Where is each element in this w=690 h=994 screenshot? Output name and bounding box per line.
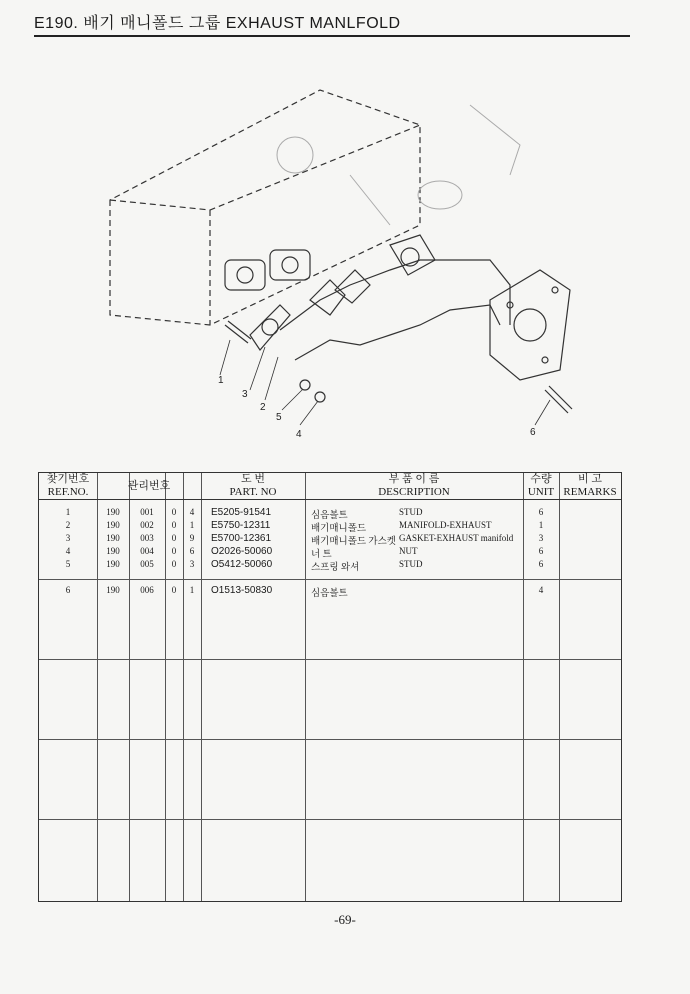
row-part-no: O5412-50060	[211, 559, 273, 570]
row-mgmt-rev: 0	[171, 546, 177, 556]
header-desc-en: DESCRIPTION	[378, 486, 450, 498]
row-mgmt-check: 3	[189, 559, 195, 569]
header-unit	[523, 473, 559, 499]
row-quantity: 3	[538, 533, 544, 543]
header-part	[201, 473, 305, 499]
header-ref-en: REF.NO.	[47, 486, 89, 498]
exhaust-manifold-diagram	[90, 85, 610, 445]
row-mgmt-check: 1	[189, 520, 195, 530]
row-mgmt-seq: 003	[140, 533, 154, 543]
row-mgmt-seq: 002	[140, 520, 154, 530]
row-desc-korean: 배기매니폴드	[311, 524, 367, 534]
header-desc	[305, 473, 523, 499]
row-quantity: 4	[538, 585, 544, 595]
row-ref-no: 1	[65, 507, 71, 517]
callout-1: 1	[218, 375, 224, 386]
row-mgmt-seq: 006	[140, 585, 154, 595]
row-desc-korean: 심음볼트	[311, 589, 348, 599]
row-desc-korean: 스프링 와셔	[311, 563, 360, 573]
row-desc-english: STUD	[399, 507, 423, 517]
header-remarks-ko: 비 고	[577, 473, 602, 485]
header-remarks	[559, 473, 621, 499]
header-remarks-en: REMARKS	[563, 486, 617, 498]
header-part-ko: 도 번	[240, 473, 265, 485]
row-mgmt-group: 190	[106, 559, 120, 569]
row-mgmt-rev: 0	[171, 520, 177, 530]
row-part-no: E5700-12361	[211, 533, 272, 544]
row-mgmt-group: 190	[106, 585, 120, 595]
row-mgmt-rev: 0	[171, 533, 177, 543]
row-ref-no: 4	[65, 546, 71, 556]
page-title: E190. 배기 매니폴드 그룹 EXHAUST MANLFOLD	[34, 15, 401, 32]
page-number: -69-	[334, 912, 356, 927]
row-mgmt-check: 4	[189, 507, 195, 517]
header-unit-en: UNIT	[527, 486, 555, 498]
row-desc-english: GASKET-EXHAUST manifold	[399, 533, 514, 543]
row-desc-korean: 심음볼트	[311, 511, 348, 521]
header-mgmt: 관리번호	[127, 480, 171, 492]
header-desc-ko: 부 품 이 름	[388, 473, 440, 485]
row-mgmt-group: 190	[106, 520, 120, 530]
header-ref	[39, 473, 97, 499]
callout-6: 6	[530, 427, 536, 438]
row-mgmt-rev: 0	[171, 507, 177, 517]
callout-5: 5	[276, 412, 282, 423]
row-mgmt-group: 190	[106, 533, 120, 543]
row-part-no: O2026-50060	[211, 546, 273, 557]
row-quantity: 6	[538, 546, 544, 556]
row-ref-no: 3	[65, 533, 71, 543]
row-desc-korean: 너 트	[311, 550, 332, 560]
row-mgmt-check: 9	[189, 533, 195, 543]
row-mgmt-group: 190	[106, 507, 120, 517]
row-part-no: E5750-12311	[211, 520, 271, 531]
row-mgmt-rev: 0	[171, 585, 177, 595]
row-ref-no: 2	[65, 520, 71, 530]
row-mgmt-seq: 001	[140, 507, 154, 517]
parts-table	[38, 472, 622, 902]
row-quantity: 1	[538, 520, 544, 530]
callout-2: 2	[260, 402, 266, 413]
row-mgmt-check: 6	[189, 546, 195, 556]
title-rule	[34, 35, 630, 37]
row-desc-korean: 배기매니폴드 가스켓	[311, 537, 396, 547]
row-mgmt-seq: 004	[140, 546, 154, 556]
row-mgmt-group: 190	[106, 546, 120, 556]
row-desc-english: MANIFOLD-EXHAUST	[399, 520, 492, 530]
row-part-no: O1513-50830	[211, 585, 273, 596]
row-mgmt-check: 1	[189, 585, 195, 595]
row-part-no: E5205-91541	[211, 507, 272, 518]
header-ref-ko: 찾기번호	[46, 473, 90, 485]
row-desc-english: NUT	[399, 546, 418, 556]
row-ref-no: 5	[65, 559, 71, 569]
row-desc-english: STUD	[399, 559, 423, 569]
row-mgmt-seq: 005	[140, 559, 154, 569]
callout-3: 3	[242, 389, 248, 400]
row-quantity: 6	[538, 507, 544, 517]
header-part-en: PART. NO	[229, 486, 277, 498]
row-quantity: 6	[538, 559, 544, 569]
row-ref-no: 6	[65, 585, 71, 595]
row-mgmt-rev: 0	[171, 559, 177, 569]
header-unit-ko: 수량	[530, 473, 552, 485]
callout-4: 4	[296, 429, 302, 440]
